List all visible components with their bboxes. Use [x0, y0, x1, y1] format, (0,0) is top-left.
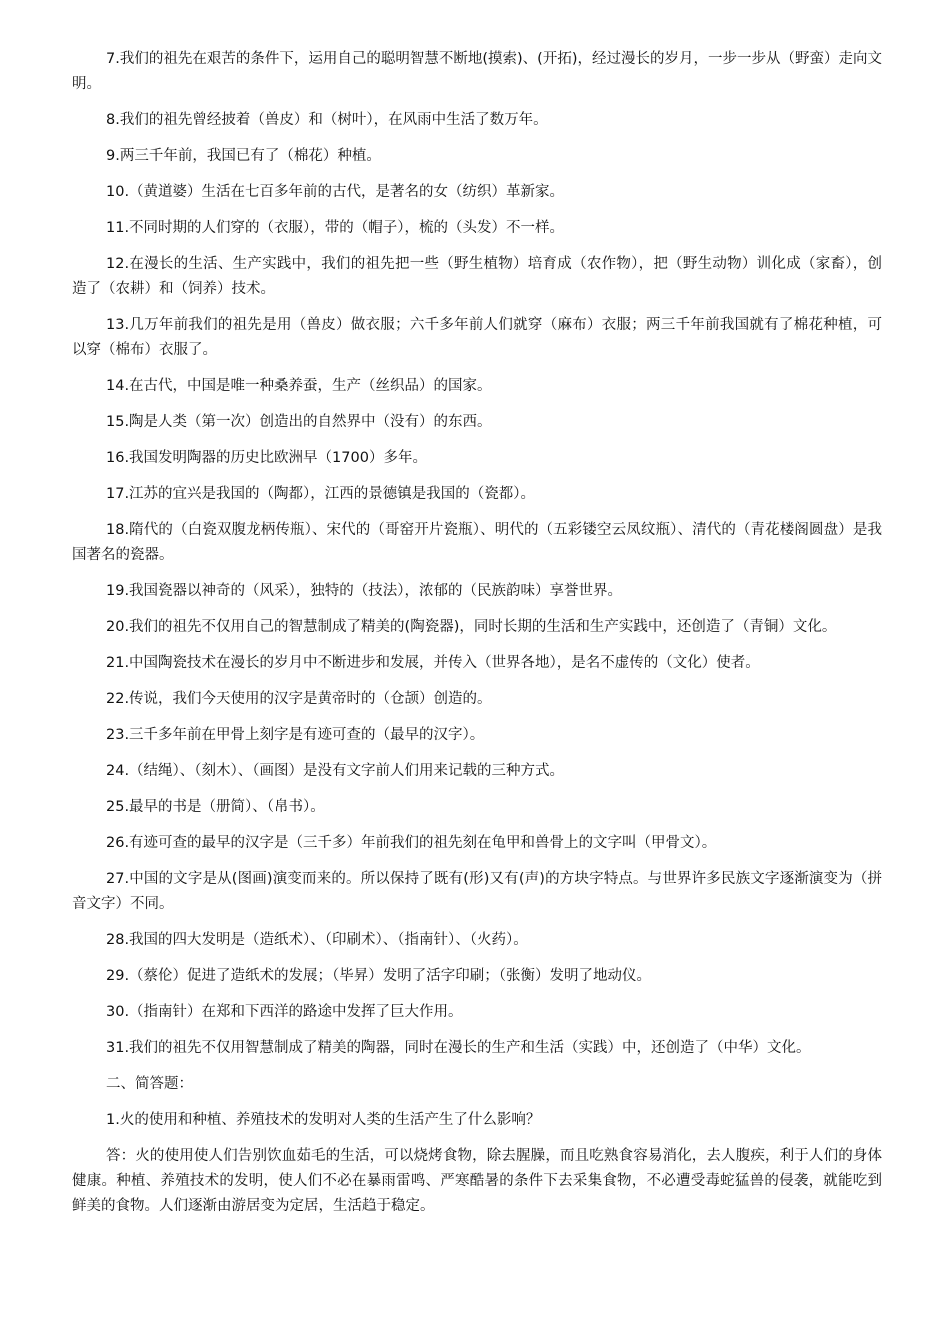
fill-blank-item-10: 10.（黄道婆）生活在七百多年前的古代，是著名的女（纺织）革新家。: [106, 184, 565, 200]
fill-blank-item-24: 24.（结绳）、（刻木）、（画图）是没有文字前人们用来记载的三种方式。: [106, 763, 565, 779]
fill-blank-item-18: 18.隋代的（白瓷双腹龙柄传瓶）、宋代的（哥窑开片瓷瓶）、明代的（五彩镂空云凤纹瓶）、清代的（青花楼阁圆盘）是我国著名的瓷器。: [72, 522, 882, 563]
fill-blank-item-29: 29.（蔡伦）促进了造纸术的发展；（毕昇）发明了活字印刷；（张衡）发明了地动仪。: [106, 968, 652, 984]
fill-blank-item-17: 17.江苏的宜兴是我国的（陶都），江西的景德镇是我国的（瓷都）。: [106, 486, 536, 502]
fill-blank-item-9: 9.两三千年前，我国已有了（棉花）种植。: [106, 148, 381, 164]
fill-blank-item-31: 31.我们的祖先不仅用智慧制成了精美的陶器，同时在漫长的生产和生活（实践）中，还创造了（中华）文化。: [106, 1040, 811, 1056]
fill-blank-item-21: 21.中国陶瓷技术在漫长的岁月中不断进步和发展，并传入（世界各地），是名不虚传的（文化）使者。: [106, 655, 760, 671]
fill-blank-item-12: 12.在漫长的生活、生产实践中，我们的祖先把一些（野生植物）培育成（农作物），把（野生动物）训化成（家畜），创造了（农耕）和（饲养）技术。: [72, 256, 882, 297]
fill-blank-item-26: 26.有迹可查的最早的汉字是（三千多）年前我们的祖先刻在龟甲和兽骨上的文字叫（甲骨文）。: [106, 835, 717, 851]
fill-blank-item-8: 8.我们的祖先曾经披着（兽皮）和（树叶），在风雨中生活了数万年。: [106, 112, 548, 128]
fill-blank-item-25: 25.最早的书是（册简）、（帛书）。: [106, 799, 325, 815]
section-heading: 二、简答题：: [106, 1076, 193, 1092]
fill-blank-item-15: 15.陶是人类（第一次）创造出的自然界中（没有）的东西。: [106, 414, 492, 430]
fill-blank-item-14: 14.在古代，中国是唯一种桑养蚕，生产（丝织品）的国家。: [106, 378, 492, 394]
fill-blank-item-20: 20.我们的祖先不仅用自己的智慧制成了精美的(陶瓷器)，同时长期的生活和生产实践中，还创造了（青铜）文化。: [106, 619, 837, 635]
fill-blank-item-28: 28.我国的四大发明是（造纸术）、（印刷术）、（指南针）、（火药）。: [106, 932, 528, 948]
fill-blank-item-19: 19.我国瓷器以神奇的（风采），独特的（技法），浓郁的（民族韵味）享誉世界。: [106, 583, 623, 599]
fill-blank-item-22: 22.传说，我们今天使用的汉字是黄帝时的（仓颉）创造的。: [106, 691, 492, 707]
fill-blank-item-16: 16.我国发明陶器的历史比欧洲早（1700）多年。: [106, 450, 427, 466]
fill-blank-item-11: 11.不同时期的人们穿的（衣服），带的（帽子），梳的（头发）不一样。: [106, 220, 565, 236]
fill-blank-item-13: 13.几万年前我们的祖先是用（兽皮）做衣服；六千多年前人们就穿（麻布）衣服；两三千年前我国就有了棉花种植，可以穿（棉布）衣服了。: [72, 317, 882, 358]
short-answer-response: 答：火的使用使人们告别饮血茹毛的生活，可以烧烤食物，除去腥臊，而且吃熟食容易消化，去人腹疾，利于人们的身体健康。种植、养殖技术的发明，使人们不必在暴雨雷鸣、严寒酷暑的条件下去采集食物，不必遭受毒蛇猛兽的侵袭，就能吃到鲜美的食物。人们逐渐由游居变为定居，生活趋于稳定。: [72, 1148, 882, 1214]
fill-blank-item-30: 30.（指南针）在郑和下西洋的路途中发挥了巨大作用。: [106, 1004, 463, 1020]
short-answer-question: 1.火的使用和种植、养殖技术的发明对人类的生活产生了什么影响？: [106, 1112, 541, 1128]
fill-blank-item-7: 7.我们的祖先在艰苦的条件下，运用自己的聪明智慧不断地(摸索)、(开拓)，经过漫长的岁月，一步一步从（野蛮）走向文明。: [72, 51, 882, 92]
fill-blank-item-23: 23.三千多年前在甲骨上刻字是有迹可查的（最早的汉字）。: [106, 727, 485, 743]
fill-blank-item-27: 27.中国的文字是从(图画)演变而来的。所以保持了既有(形)又有(声)的方块字特点。与世界许多民族文字逐渐演变为（拼音文字）不同。: [72, 871, 882, 912]
